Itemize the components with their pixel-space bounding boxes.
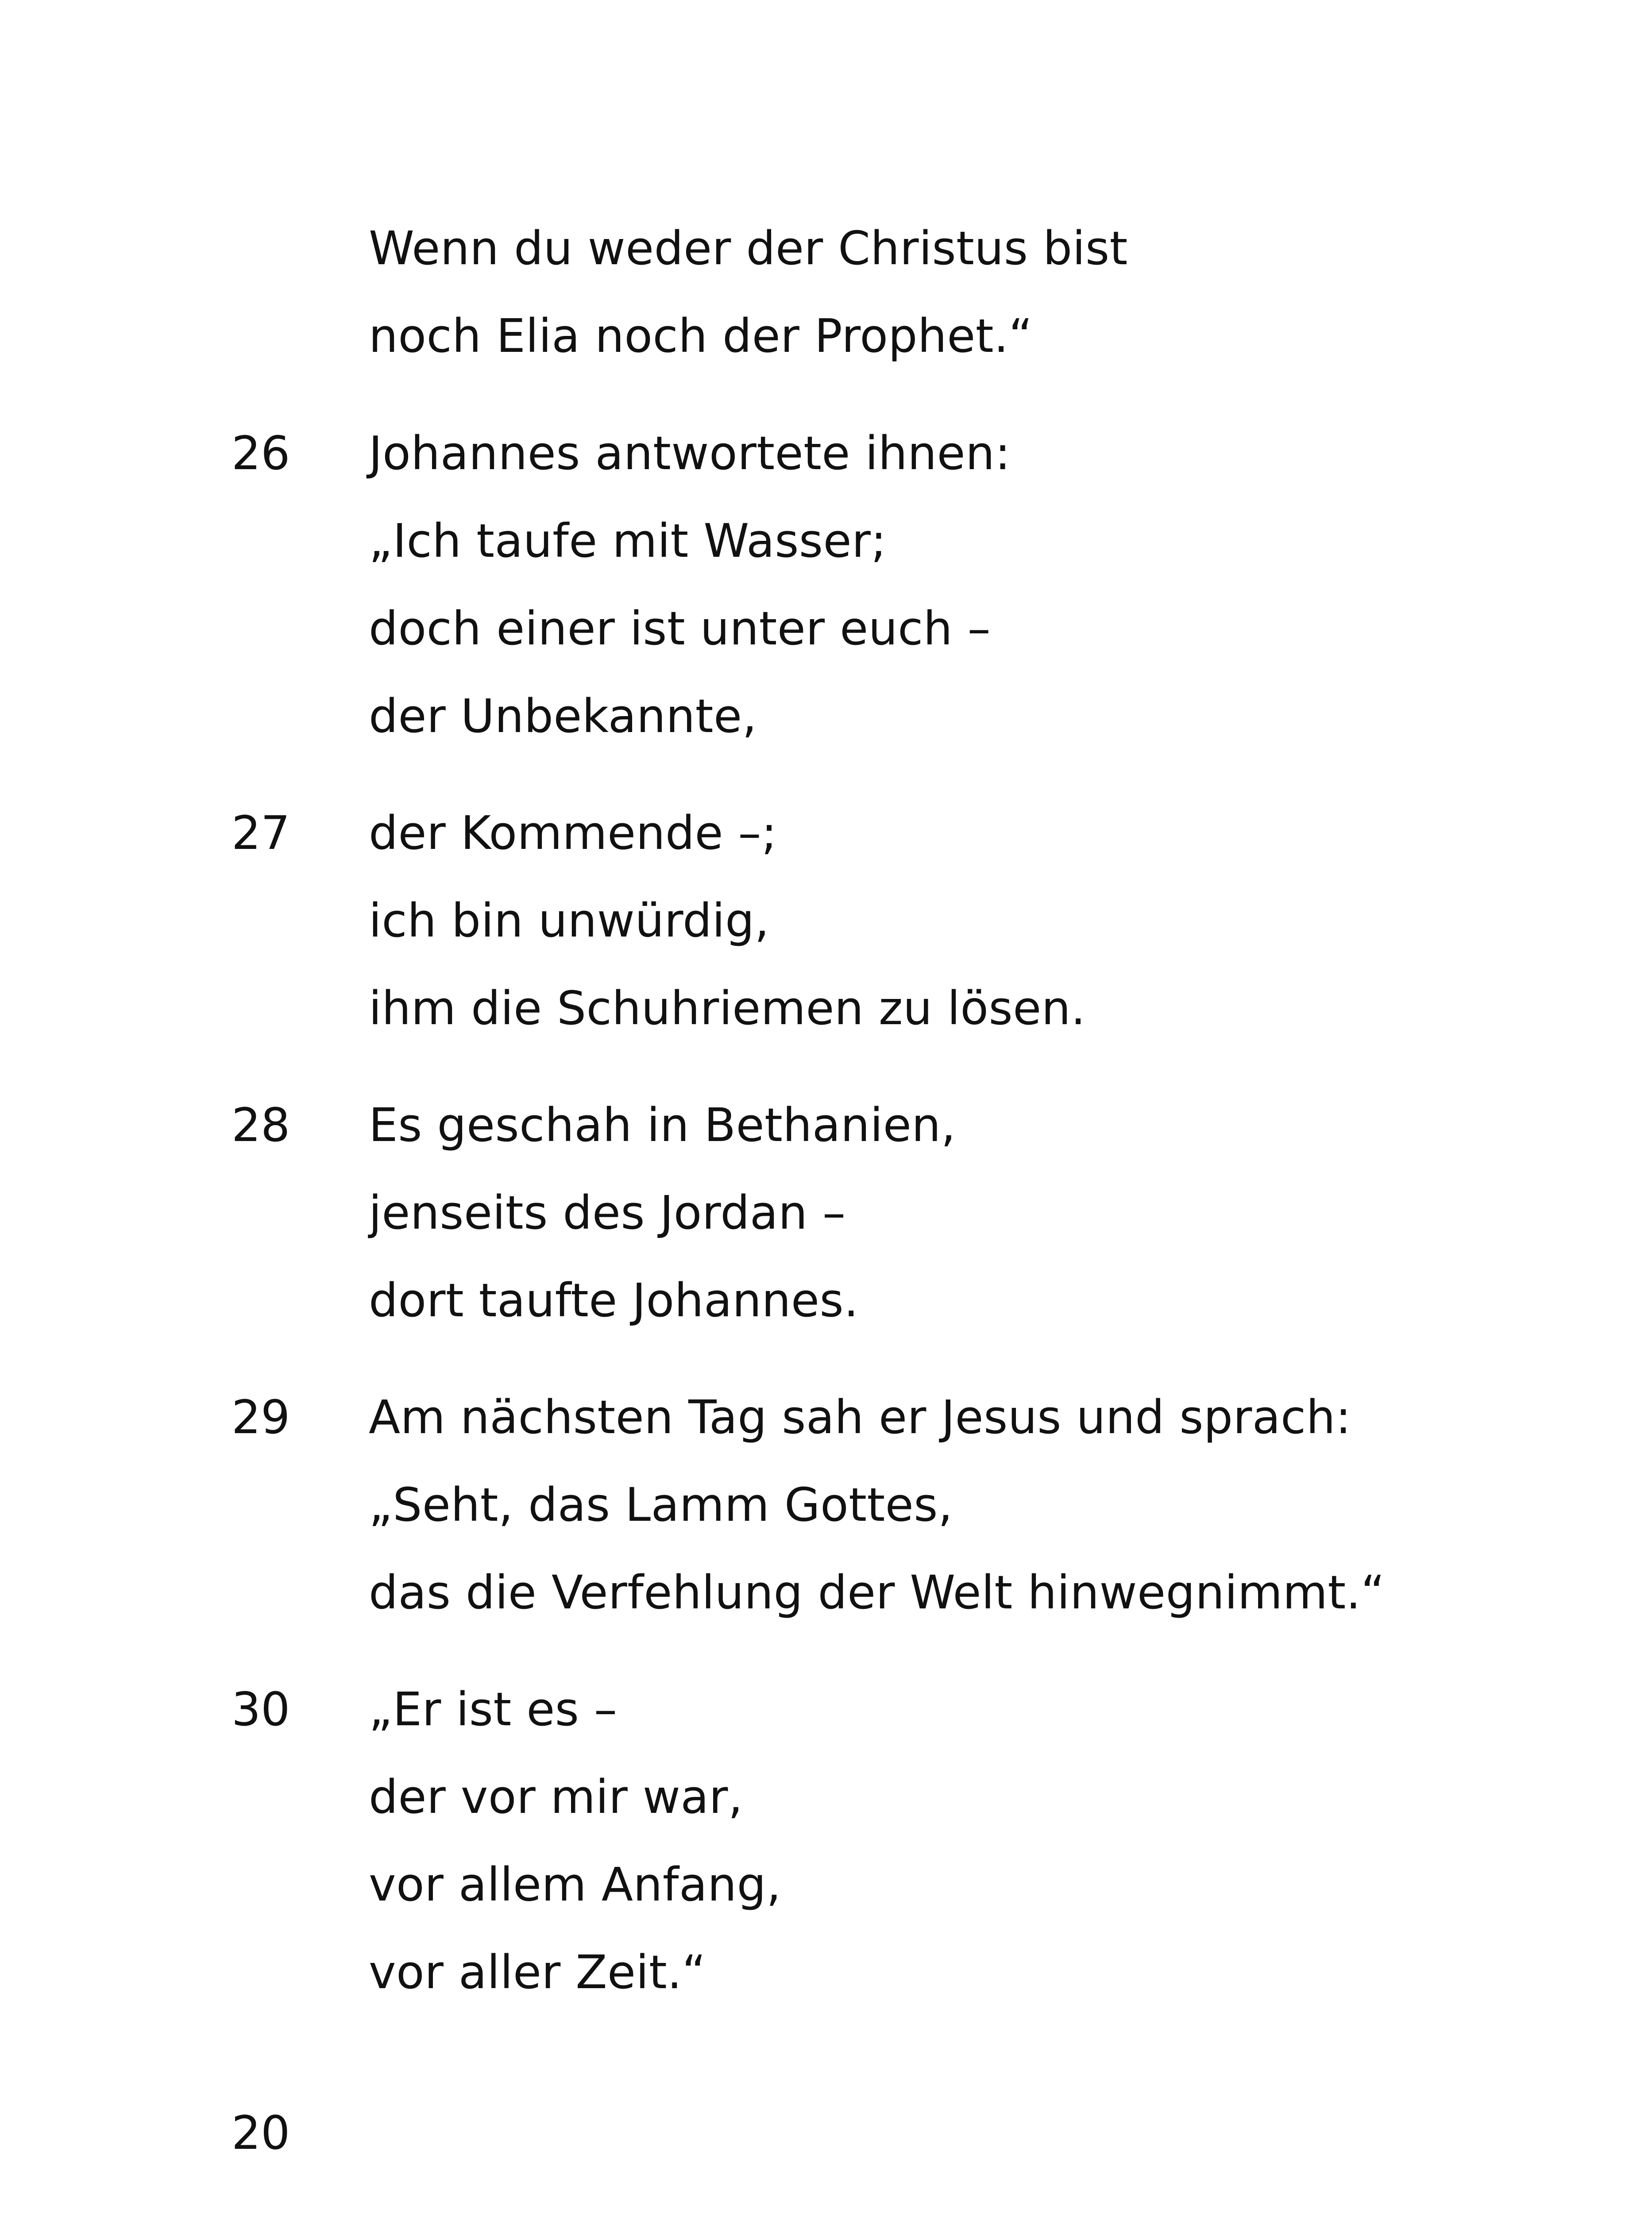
page-number: 20 <box>232 2106 290 2160</box>
verse-number: 26 <box>232 426 290 480</box>
verse-number: 27 <box>232 806 290 860</box>
verse-line: jenseits des Jordan – <box>369 1186 846 1240</box>
verse-line: noch Elia noch der Prophet.“ <box>369 309 1033 363</box>
stanza-lines <box>369 204 1128 380</box>
stanza-lines <box>369 409 1011 760</box>
verse-line: „Er ist es – <box>369 1682 618 1736</box>
verse-line: dort taufte Johannes. <box>369 1273 859 1327</box>
stanza-lines <box>369 1666 781 2016</box>
verse-line: der vor mir war, <box>369 1770 743 1824</box>
stanza <box>0 204 1128 380</box>
verse-number: 28 <box>232 1098 290 1152</box>
verse-line: „Seht, das Lamm Gottes, <box>369 1478 953 1532</box>
verse-line: der Unbekannte, <box>369 689 757 743</box>
verse-line: ihm die Schuhriemen zu lösen. <box>369 981 1086 1035</box>
verse-line: Wenn du weder der Christus bist <box>369 221 1128 275</box>
verse-line: vor allem Anfang, <box>369 1858 781 1912</box>
verse-number: 30 <box>232 1682 290 1736</box>
stanza-30 <box>0 1666 781 2016</box>
verse-line: „Ich taufe mit Wasser; <box>369 514 887 568</box>
stanza-29 <box>0 1373 1385 1636</box>
verse-number: 29 <box>232 1390 290 1444</box>
stanza-lines <box>369 789 1086 1052</box>
stanza-28 <box>0 1081 956 1344</box>
stanza-lines <box>369 1373 1385 1636</box>
verse-line: Es geschah in Bethanien, <box>369 1098 956 1152</box>
verse-line: vor aller Zeit.“ <box>369 1945 706 1999</box>
verse-line: Johannes antwortete ihnen: <box>369 426 1011 480</box>
verse-line: das die Verfehlung der Welt hinwegnimmt.“ <box>369 1565 1385 1619</box>
verse-line: der Kommende –; <box>369 806 777 860</box>
verse-line: doch einer ist unter euch – <box>369 601 991 655</box>
stanza-27 <box>0 789 1086 1052</box>
verse-line: Am nächsten Tag sah er Jesus und sprach: <box>369 1390 1351 1444</box>
verse-line: ich bin unwürdig, <box>369 894 770 948</box>
stanza-26 <box>0 409 1011 760</box>
stanza-lines <box>369 1081 956 1344</box>
